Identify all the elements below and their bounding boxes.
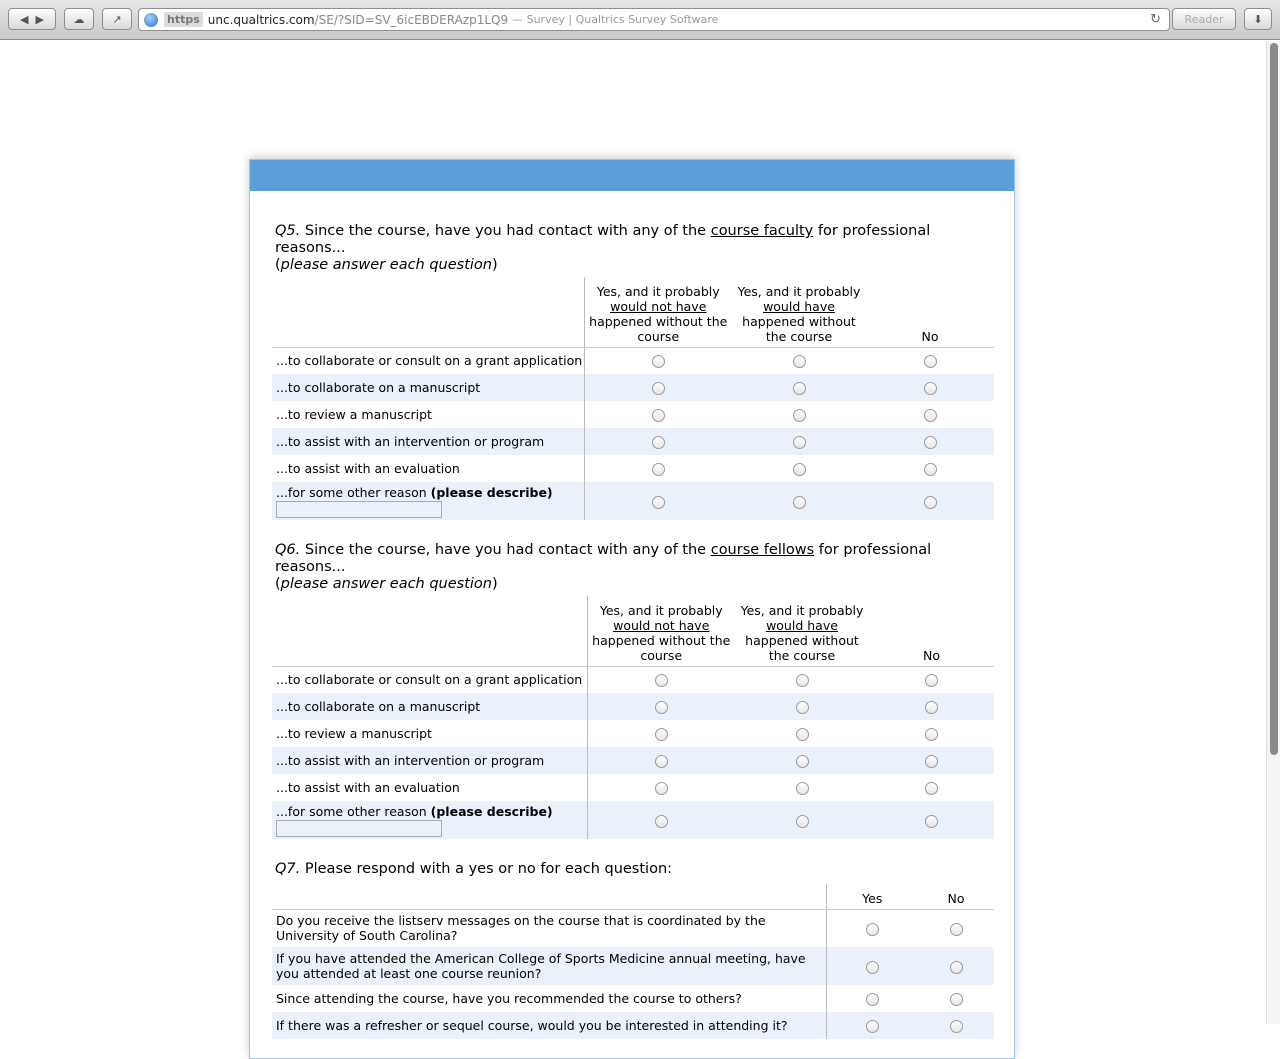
- column-header-line: happened without the course: [589, 313, 728, 344]
- radio-button-yes[interactable]: [866, 961, 879, 974]
- forward-icon[interactable]: ▶: [35, 12, 44, 26]
- table-row: [272, 747, 994, 774]
- radio-button[interactable]: [793, 496, 806, 509]
- radio-button[interactable]: [793, 436, 806, 449]
- radio-button[interactable]: [925, 815, 938, 828]
- radio-button[interactable]: [793, 463, 806, 476]
- question-body: Since the course, have you had contact with any of the: [304, 223, 711, 239]
- radio-button[interactable]: [925, 755, 938, 768]
- address-bar[interactable]: [138, 8, 1170, 31]
- row-label: ...to assist with an intervention or program: [272, 428, 584, 455]
- question-emphasis: course fellows: [710, 542, 815, 558]
- radio-button[interactable]: [796, 674, 809, 687]
- radio-button[interactable]: [652, 355, 665, 368]
- question-number: Q5.: [275, 223, 301, 239]
- table-row: [272, 985, 994, 1012]
- column-header-emphasis: would not have: [610, 298, 707, 314]
- row-label: ...for some other reason: [276, 485, 427, 500]
- column-header-line: happened without the course: [742, 313, 856, 344]
- column-header-line: happened without the course: [592, 632, 731, 663]
- radio-button-yes[interactable]: [866, 993, 879, 1006]
- radio-button[interactable]: [924, 436, 937, 449]
- row-label: ...to assist with an evaluation: [272, 774, 587, 801]
- question-note: please answer each question: [280, 576, 492, 592]
- question-number: Q7.: [275, 861, 301, 877]
- radio-button[interactable]: [924, 382, 937, 395]
- radio-button[interactable]: [655, 728, 668, 741]
- table-row: [272, 693, 994, 720]
- radio-button[interactable]: [796, 701, 809, 714]
- row-label: Since attending the course, have you recommended the course to others?: [272, 985, 826, 1012]
- radio-button[interactable]: [655, 674, 668, 687]
- scrollbar-thumb[interactable]: [1270, 43, 1278, 755]
- radio-button-no[interactable]: [950, 961, 963, 974]
- radio-button-no[interactable]: [950, 923, 963, 936]
- row-label: ...to collaborate or consult on a grant application: [272, 347, 584, 374]
- question-note: please answer each question: [280, 257, 492, 273]
- column-header-line: Yes, and it probably: [599, 602, 723, 618]
- radio-button-no[interactable]: [950, 1020, 963, 1033]
- radio-button-yes[interactable]: [866, 1020, 879, 1033]
- column-header-line: Yes, and it probably: [596, 283, 720, 299]
- radio-button[interactable]: [655, 815, 668, 828]
- radio-button[interactable]: [793, 409, 806, 422]
- question-body-end: for professional reasons...: [275, 223, 931, 256]
- radio-button[interactable]: [652, 436, 665, 449]
- table-row: [272, 455, 994, 482]
- paren: (: [275, 576, 281, 592]
- column-header-emphasis: would have: [763, 298, 835, 314]
- url-host: unc.qualtrics.com: [207, 12, 315, 27]
- row-label: ...for some other reason: [276, 804, 427, 819]
- other-text-input[interactable]: [276, 820, 442, 837]
- column-header: [587, 596, 735, 666]
- page-title: — Survey | Qualtrics Survey Software: [512, 13, 719, 26]
- radio-button[interactable]: [652, 496, 665, 509]
- cloud-icon: ☁: [73, 12, 85, 26]
- radio-button[interactable]: [652, 409, 665, 422]
- other-text-input[interactable]: [276, 501, 442, 518]
- back-icon[interactable]: ◀: [20, 12, 29, 26]
- column-header-emphasis: would have: [766, 617, 838, 633]
- radio-button[interactable]: [924, 409, 937, 422]
- row-label: ...to collaborate or consult on a grant application: [272, 666, 587, 693]
- table-row: [272, 347, 994, 374]
- icloud-button[interactable]: [64, 8, 94, 30]
- matrix-table: [272, 596, 994, 839]
- row-label: ...to collaborate on a manuscript: [272, 693, 587, 720]
- table-row: [272, 720, 994, 747]
- table-row: [272, 1012, 994, 1039]
- table-row: [272, 947, 994, 985]
- question-text: [275, 861, 994, 878]
- radio-button[interactable]: [655, 701, 668, 714]
- survey-container: [249, 159, 1015, 1059]
- question-body: Since the course, have you had contact with any of the: [304, 542, 711, 558]
- url-path: /SE/?SID=SV_6icEBDERAzp1LQ9: [314, 12, 509, 27]
- radio-button[interactable]: [796, 728, 809, 741]
- downloads-button[interactable]: [1244, 8, 1272, 30]
- row-label: If you have attended the American College of Sports Medicine annual meeting, have you attended at least one course reunion?: [272, 947, 826, 985]
- paren: ): [492, 257, 498, 273]
- column-header: [584, 277, 732, 347]
- radio-button[interactable]: [793, 355, 806, 368]
- radio-button[interactable]: [796, 815, 809, 828]
- table-row-other: [272, 801, 994, 839]
- column-header: [735, 596, 869, 666]
- download-icon: ⬇: [1253, 12, 1263, 26]
- table-row-other: [272, 482, 994, 520]
- radio-button-yes[interactable]: [866, 923, 879, 936]
- column-header-line: Yes, and it probably: [737, 283, 861, 299]
- paren: (: [275, 257, 281, 273]
- matrix-table: [272, 277, 994, 520]
- radio-button[interactable]: [652, 382, 665, 395]
- radio-button[interactable]: [925, 674, 938, 687]
- column-header: Yes: [826, 884, 918, 909]
- question-emphasis: course faculty: [710, 223, 814, 239]
- table-row: [272, 428, 994, 455]
- column-header: [866, 277, 994, 347]
- back-forward-buttons[interactable]: [8, 8, 56, 30]
- reload-icon[interactable]: ↻: [1150, 12, 1161, 27]
- column-header: [732, 277, 866, 347]
- share-icon: ↗: [112, 12, 122, 26]
- survey-header: [250, 160, 1014, 191]
- column-header-line: Yes, and it probably: [740, 602, 864, 618]
- share-button[interactable]: [102, 8, 132, 30]
- table-row: [272, 401, 994, 428]
- question-body-end: for professional reasons...: [275, 542, 932, 575]
- question-body: Please respond with a yes or no for each question:: [304, 861, 673, 877]
- column-header-line: happened without the course: [745, 632, 859, 663]
- table-row: [272, 374, 994, 401]
- column-header: [869, 596, 994, 666]
- column-header-line: No: [923, 647, 940, 663]
- radio-button[interactable]: [796, 782, 809, 795]
- row-label-bold: (please describe): [430, 804, 553, 819]
- radio-button[interactable]: [925, 782, 938, 795]
- scrollbar[interactable]: [1266, 41, 1280, 1024]
- radio-button[interactable]: [793, 382, 806, 395]
- question-text: [275, 542, 994, 593]
- row-label: ...to assist with an intervention or program: [272, 747, 587, 774]
- radio-button[interactable]: [796, 755, 809, 768]
- radio-button[interactable]: [924, 496, 937, 509]
- question-number: Q6.: [275, 542, 301, 558]
- question-text: [275, 223, 994, 274]
- question-q5: [272, 223, 994, 520]
- row-label: Do you receive the listserv messages on the course that is coordinated by the University of South Carolina?: [272, 909, 826, 947]
- column-header-line: No: [921, 328, 939, 344]
- table-row: [272, 774, 994, 801]
- https-badge: https: [164, 12, 203, 27]
- row-label: ...to collaborate on a manuscript: [272, 374, 584, 401]
- radio-button[interactable]: [925, 701, 938, 714]
- browser-toolbar: [0, 0, 1280, 40]
- radio-button[interactable]: [652, 463, 665, 476]
- table-row: [272, 909, 994, 947]
- row-label: ...to review a manuscript: [272, 401, 584, 428]
- row-label: ...to review a manuscript: [272, 720, 587, 747]
- globe-icon: [144, 13, 158, 27]
- column-header: No: [918, 884, 994, 909]
- row-label-bold: (please describe): [430, 485, 553, 500]
- radio-button[interactable]: [924, 463, 937, 476]
- radio-button[interactable]: [925, 728, 938, 741]
- table-row: [272, 666, 994, 693]
- row-label: If there was a refresher or sequel course, would you be interested in attending it?: [272, 1012, 826, 1039]
- radio-button[interactable]: [655, 755, 668, 768]
- yes-no-table: [272, 884, 994, 1039]
- radio-button[interactable]: [924, 355, 937, 368]
- question-q6: [272, 542, 994, 839]
- reader-button[interactable]: Reader: [1172, 8, 1236, 30]
- column-header-emphasis: would not have: [613, 617, 710, 633]
- radio-button[interactable]: [655, 782, 668, 795]
- paren: ): [492, 576, 498, 592]
- radio-button-no[interactable]: [950, 993, 963, 1006]
- question-q7: [272, 861, 994, 1039]
- row-label: ...to assist with an evaluation: [272, 455, 584, 482]
